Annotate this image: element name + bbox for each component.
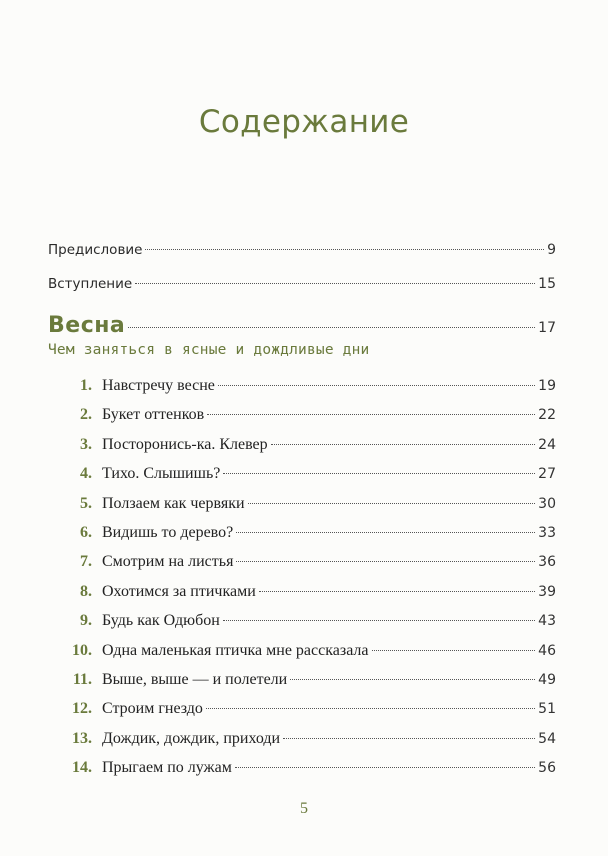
- toc-chapter-entry[interactable]: [48, 642, 556, 660]
- chapter-number: 5.: [80, 494, 92, 512]
- toc-chapter-entry[interactable]: [48, 495, 556, 513]
- chapter-title: Смотрим на листья: [102, 553, 234, 571]
- toc-entry-label: Предисловие: [48, 242, 143, 258]
- chapter-title: Ползаем как червяки: [102, 494, 245, 512]
- dot-leader: [128, 327, 535, 328]
- dot-leader: [271, 444, 536, 445]
- chapter-title: Охотимся за птичками: [102, 582, 256, 600]
- dot-leader: [207, 414, 535, 415]
- chapter-title: Одна маленькая птичка мне рассказала: [102, 641, 369, 659]
- chapter-page: 30: [538, 495, 556, 512]
- toc-chapter-entry[interactable]: [48, 465, 556, 483]
- chapter-number: 8.: [80, 582, 92, 600]
- chapter-title: Дождик, дождик, приходи: [102, 729, 281, 747]
- dot-leader: [235, 767, 535, 768]
- section-page: 17: [538, 320, 556, 336]
- chapter-page: 39: [538, 583, 556, 600]
- chapter-number: 1.: [80, 377, 92, 394]
- chapter-title: Навстречу весне: [102, 377, 215, 394]
- chapter-page: 54: [538, 730, 556, 747]
- chapter-number: 11.: [72, 671, 92, 688]
- chapter-page: 56: [538, 760, 556, 777]
- chapter-page: 46: [538, 642, 556, 659]
- chapter-number: 10.: [72, 641, 92, 659]
- dot-leader: [223, 620, 535, 621]
- chapter-number: 4.: [80, 465, 92, 483]
- chapter-number: 13.: [72, 729, 92, 747]
- dot-leader: [223, 473, 535, 474]
- chapter-page: 49: [538, 672, 556, 688]
- toc-entry-page: 15: [538, 276, 556, 292]
- dot-leader: [259, 591, 535, 592]
- page-number: 5: [300, 800, 308, 817]
- dot-leader: [206, 708, 535, 709]
- chapter-number: 12.: [72, 700, 92, 718]
- chapter-page: 51: [538, 701, 556, 718]
- section-subtitle: Чем заняться в ясные и дождливые дни: [48, 342, 370, 358]
- dot-leader: [283, 738, 535, 739]
- section-title: Весна: [48, 313, 126, 338]
- toc-chapter-entry[interactable]: [48, 671, 556, 689]
- chapter-page: 33: [538, 525, 556, 541]
- page-title: Содержание: [198, 104, 410, 140]
- chapter-title: Видишь то дерево?: [102, 524, 234, 541]
- chapter-page: 19: [538, 378, 556, 394]
- toc-section-spring[interactable]: [48, 313, 556, 338]
- chapter-page: 43: [538, 613, 556, 630]
- toc-chapter-entry[interactable]: [48, 730, 556, 748]
- toc-entry-page: 9: [547, 242, 556, 258]
- chapter-title: Выше, выше — и полетели: [102, 671, 288, 688]
- toc-chapter-entry[interactable]: [48, 406, 556, 424]
- chapter-title: Посторонись-ка. Клевер: [102, 435, 268, 453]
- chapter-number: 14.: [72, 759, 92, 777]
- dot-leader: [236, 532, 535, 533]
- chapter-number: 9.: [80, 612, 92, 630]
- dot-leader: [145, 249, 544, 250]
- toc-chapter-entry[interactable]: [48, 612, 556, 630]
- toc-chapter-entry[interactable]: [48, 700, 556, 718]
- chapter-title: Будь как Одюбон: [102, 612, 220, 630]
- chapter-title: Строим гнездо: [102, 700, 203, 718]
- chapter-number: 3.: [80, 435, 92, 453]
- toc-chapter-entry[interactable]: [48, 377, 556, 395]
- toc-chapter-entry[interactable]: [48, 436, 556, 454]
- chapter-page: 27: [538, 466, 556, 483]
- toc-chapter-entry[interactable]: [48, 524, 556, 542]
- toc-chapter-entry[interactable]: [48, 553, 556, 571]
- dot-leader: [372, 650, 536, 651]
- dot-leader: [135, 283, 535, 284]
- chapter-page: 22: [538, 407, 556, 424]
- toc-entry-label: Вступление: [48, 276, 133, 292]
- chapter-title: Тихо. Слышишь?: [102, 465, 221, 483]
- toc-chapter-entry[interactable]: [48, 759, 556, 777]
- chapter-number: 7.: [80, 553, 92, 571]
- dot-leader: [218, 385, 535, 386]
- chapter-page: 36: [538, 554, 556, 571]
- dot-leader: [290, 679, 535, 680]
- chapter-page: 24: [538, 436, 556, 453]
- toc-entry-introduction[interactable]: [48, 276, 556, 292]
- toc-chapter-entry[interactable]: [48, 583, 556, 601]
- chapter-number: 6.: [80, 524, 92, 541]
- dot-leader: [248, 503, 536, 504]
- dot-leader: [236, 561, 535, 562]
- toc-entry-foreword[interactable]: [48, 242, 556, 258]
- chapter-title: Букет оттенков: [102, 406, 205, 424]
- chapter-number: 2.: [80, 406, 92, 424]
- chapter-title: Прыгаем по лужам: [102, 759, 232, 777]
